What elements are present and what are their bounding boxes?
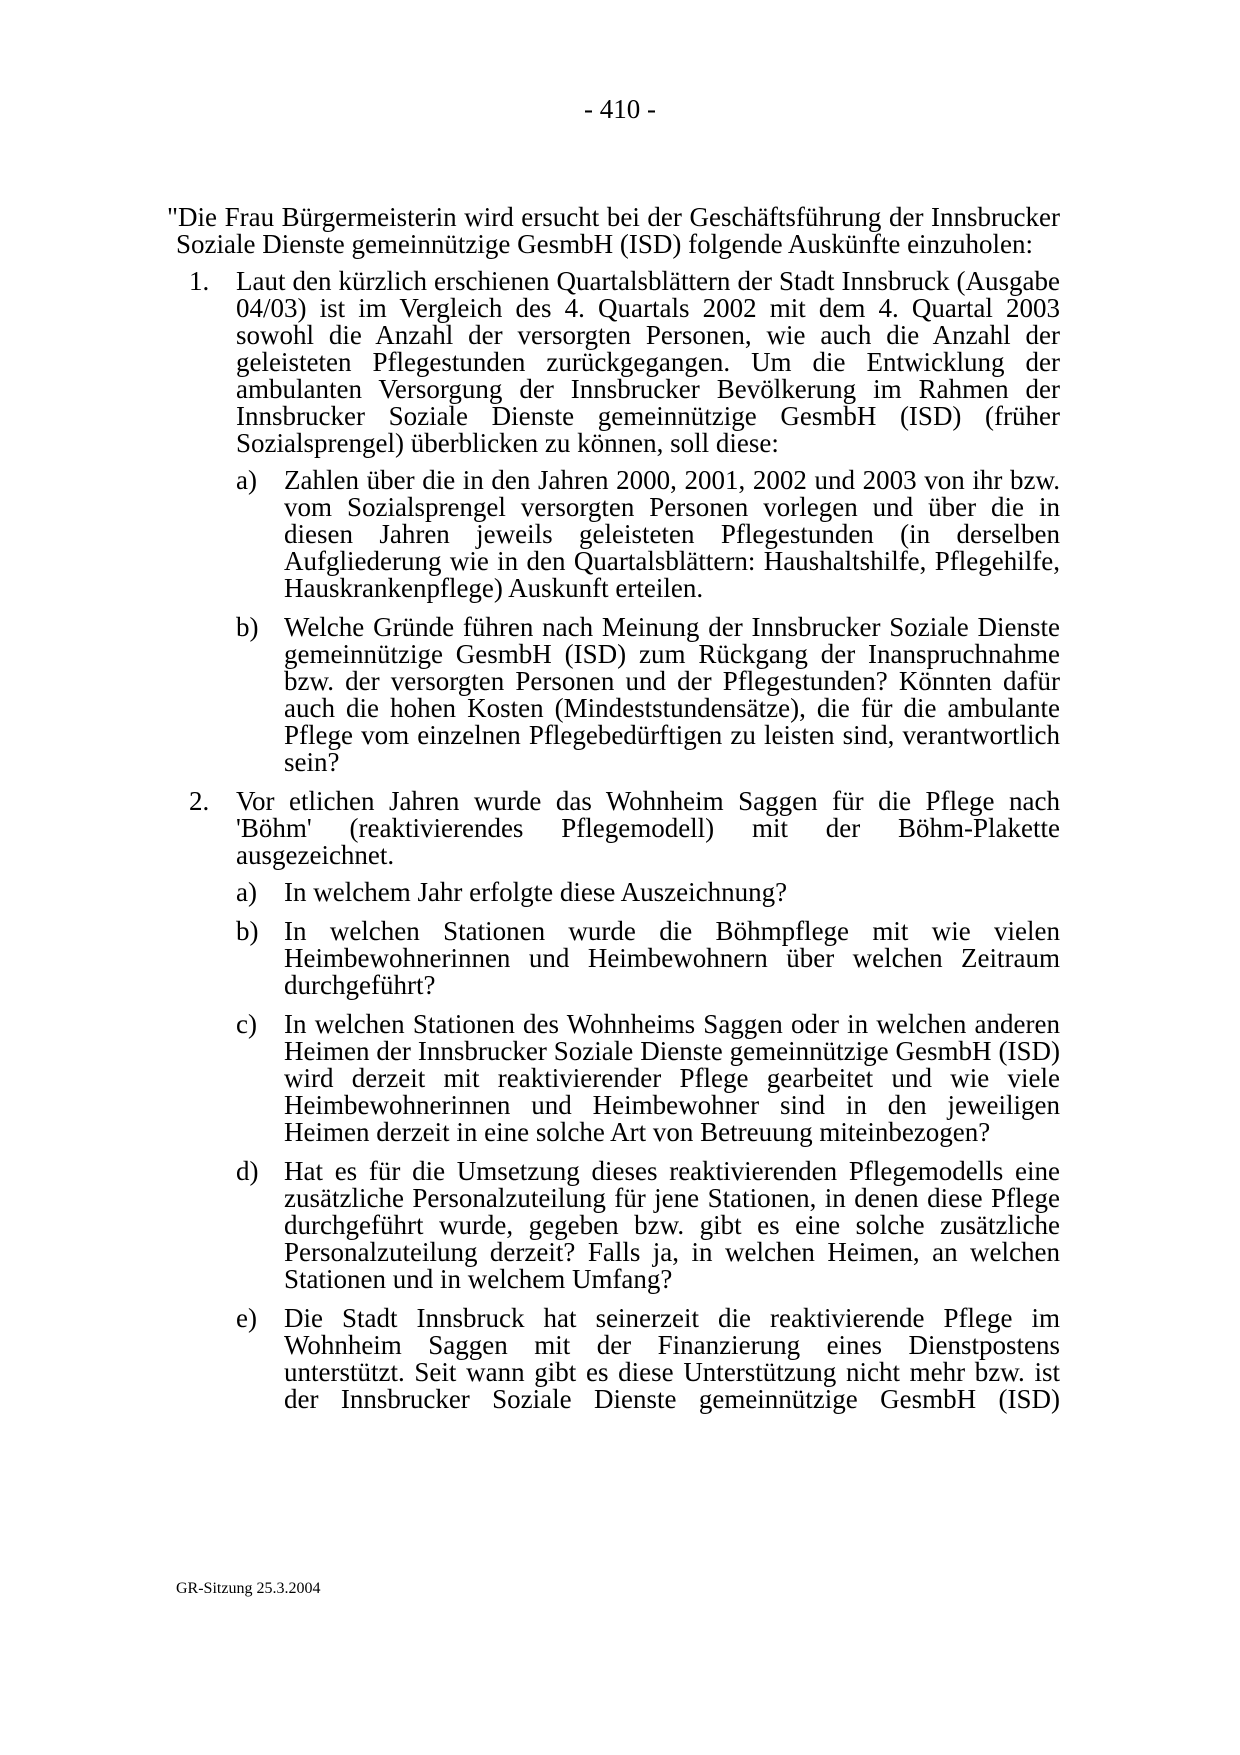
sub-item-letter: a) bbox=[236, 465, 257, 495]
sub-item-2b bbox=[236, 918, 1060, 999]
list-item-text: Laut den kürzlich erschienen Quartalsblättern der Stadt Innsbruck (Ausgabe 04/03) ist im Vergleich des 4. Quartals 2002 mit dem 4. Quartal 2003 sowohl die Anzahl der versorgten Personen, wie auch die Anzahl der geleisteten Pflegestunden zurückgegangen. Um die Entwicklung der ambulanten Versorgung der Innsbrucker Bevölkerung im Rahmen der Innsbrucker Soziale Dienste gemeinnützige GesmbH (ISD) (früher Sozialsprengel) überblicken zu können, soll diese: bbox=[236, 266, 1060, 458]
sub-item-2c bbox=[236, 1011, 1060, 1146]
list-item-number: 2. bbox=[189, 786, 210, 816]
intro-text: Die Frau Bürgermeisterin wird ersucht bei der Geschäftsführung der Innsbrucker Soziale Dienste gemeinnützige GesmbH (ISD) folgende Auskünfte einzuholen: bbox=[176, 202, 1060, 259]
sub-item-2d bbox=[236, 1158, 1060, 1293]
page-number: - 410 - bbox=[584, 94, 656, 124]
list-item-text: Vor etlichen Jahren wurde das Wohnheim Saggen für die Pflege nach 'Böhm' (reaktivierendes Pflegemodell) mit der Böhm-Plakette ausgezeichnet. bbox=[236, 786, 1060, 870]
sub-item-letter: c) bbox=[236, 1009, 257, 1039]
sub-item-1a bbox=[236, 467, 1060, 602]
sub-item-text: Hat es für die Umsetzung dieses reaktivierenden Pflegemodells eine zusätzliche Personalzuteilung für jene Stationen, in denen diese Pflege durchgeführt wurde, gegeben bzw. gibt es eine solche zusätzliche Personalzuteilung derzeit? Falls ja, in welchen Heimen, an welchen Stationen und in welchem Umfang? bbox=[284, 1156, 1060, 1294]
sub-item-letter: b) bbox=[236, 916, 259, 946]
sub-item-text: In welchen Stationen wurde die Böhmpflege mit wie vielen Heimbewohnerinnen und Heimbewohnern über welchen Zeitraum durchgeführt? bbox=[284, 916, 1060, 1000]
sub-item-text: In welchen Stationen des Wohnheims Saggen oder in welchen anderen Heimen der Innsbrucker Soziale Dienste gemeinnützige GesmbH (ISD) wird derzeit mit reaktivierender Pflege gearbeitet und wie viele Heimbewohnerinnen und Heimbewohner sind in den jeweiligen Heimen derzeit in eine solche Art von Betreuung miteinbezogen? bbox=[284, 1009, 1060, 1147]
sub-item-2a bbox=[236, 879, 1060, 906]
sub-item-1b bbox=[236, 614, 1060, 776]
intro-paragraph bbox=[167, 202, 1060, 259]
page-footer: GR-Sitzung 25.3.2004 bbox=[176, 1580, 321, 1597]
list-item-1 bbox=[176, 268, 1060, 776]
list-item-2 bbox=[176, 788, 1060, 1413]
sub-item-letter: a) bbox=[236, 877, 257, 907]
list-item-number: 1. bbox=[189, 266, 210, 296]
sub-item-letter: d) bbox=[236, 1156, 259, 1186]
sub-item-text: Die Stadt Innsbruck hat seinerzeit die reaktivierende Pflege im Wohnheim Saggen mit der Finanzierung eines Dienstpostens unterstützt. Seit wann gibt es diese Unterstützung nicht mehr bzw. ist der Innsbrucker Soziale Dienste gemeinnützige GesmbH (ISD) bbox=[284, 1303, 1060, 1414]
document-body bbox=[167, 202, 1060, 1425]
sub-item-letter: b) bbox=[236, 612, 259, 642]
sub-item-text: Zahlen über die in den Jahren 2000, 2001, 2002 und 2003 von ihr bzw. vom Sozialsprengel versorgten Personen vorlegen und über die in diesen Jahren jeweils geleisteten Pflegestunden (in derselben Aufgliederung wie in den Quartalsblättern: Haushaltshilfe, Pflegehilfe, Hauskrankenpflege) Auskunft erteilen. bbox=[284, 465, 1060, 603]
sub-item-text: In welchem Jahr erfolgte diese Auszeichnung? bbox=[284, 877, 788, 907]
sub-item-letter: e) bbox=[236, 1303, 257, 1333]
sub-item-2e bbox=[236, 1305, 1060, 1413]
sub-item-text: Welche Gründe führen nach Meinung der Innsbrucker Soziale Dienste gemeinnützige GesmbH (ISD) zum Rückgang der Inanspruchnahme bzw. der versorgten Personen und der Pflegestunden? Könnten dafür auch die hohen Kosten (Mindeststundensätze), die für die ambulante Pflege vom einzelnen Pflegebedürftigen zu leisten sind, verantwortlich sein? bbox=[284, 612, 1060, 777]
opening-quote-mark: " bbox=[167, 202, 179, 232]
